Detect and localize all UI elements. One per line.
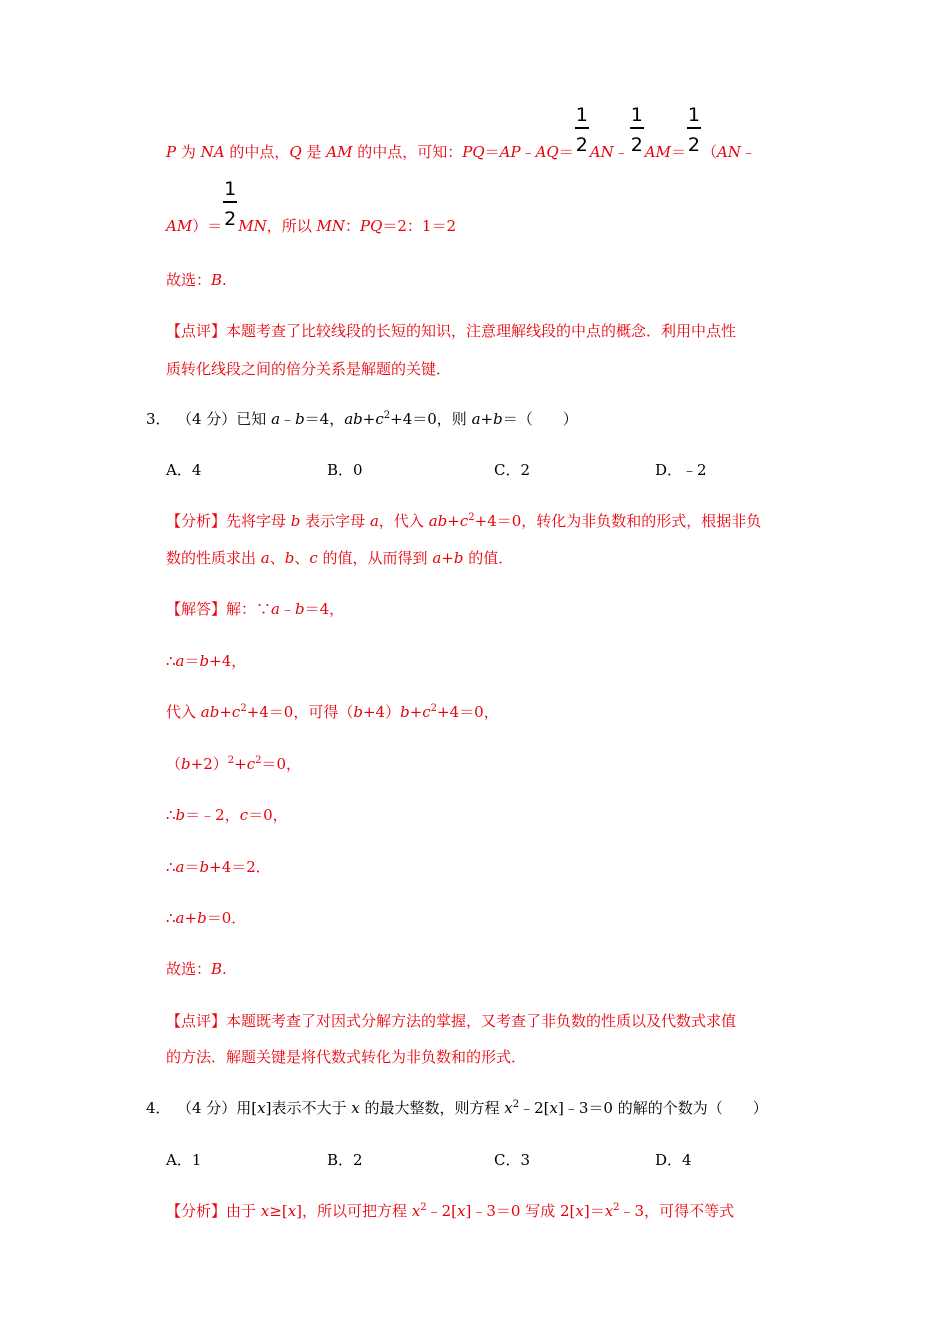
q3-comment-line2: 的方法．解题关键是将代数式转化为非负数和的形式． [166,1048,527,1066]
prev-solution-line2: AM）＝ $\frac{1}{2}$ MN，所以 MN：PQ＝2：1＝2 [166,178,457,235]
q4-option-b[interactable]: B．2 [327,1151,363,1169]
q3-solution-line7: ∴a+b＝0． [166,909,247,927]
fraction-one-half: $\frac{1}{2}$ [687,104,700,156]
fraction-one-half: $\frac{1}{2}$ [224,178,237,230]
q3-solution-line4: $(b+2)^2+c^2=0$， [166,755,302,773]
prev-comment-line1: 【点评】本题考查了比较线段的长短的知识，注意理解线段的中点的概念．利用中点性 [166,322,737,340]
q3-comment-line1: 【点评】本题既考查了对因式分解方法的掌握，又考查了非负数的性质以及代数式求值 [166,1012,737,1030]
q3-solution-line2: ∴a＝b+4， [166,652,247,670]
q3-stem: （4 分）已知 a﹣b＝4，$ab+c^2+4=0$，则 a+b＝（ ） [177,410,578,428]
q4-option-a[interactable]: A．1 [166,1151,202,1169]
q4-analysis-line1: 【分析】由于 x≥[x]，所以可把方程 $x^2﹣2[x]﹣3=0$ 写成 $2[x]=x^2﹣3$，可得不等式 [166,1202,735,1220]
q3-option-b[interactable]: B．0 [327,461,363,479]
q3-analysis-line2: 数的性质求出 a、b、c 的值，从而得到 a+b 的值． [166,549,514,567]
q3-option-d[interactable]: D．﹣2 [655,461,707,479]
comment-label: 【点评】 [166,322,227,340]
q4-stem: （4 分）用[x]表示不大于 x 的最大整数，则方程 $x^2﹣2[x]﹣3=0$ 的解的个数为（ ） [177,1099,768,1117]
q4-option-c[interactable]: C．3 [494,1151,531,1169]
q3-solution-line5: ∴b＝﹣2，c＝0， [166,806,288,824]
fraction-one-half: $\frac{1}{2}$ [630,104,643,156]
prev-comment-line2: 质转化线段之间的倍分关系是解题的关键． [166,360,452,378]
q4-number: 4． [146,1099,171,1117]
q3-option-c[interactable]: C．2 [494,461,531,479]
q3-solution-line1: 【解答】解：∵a﹣b＝4， [166,600,345,618]
fraction-one-half: $\frac{1}{2}$ [575,104,588,156]
q3-analysis-line1: 【分析】先将字母 b 表示字母 a，代入 $ab+c^2+4=0$，转化为非负数和的形式，根据非负 [166,512,762,530]
prev-solution-line1: P 为 NA 的中点，Q 是 AM 的中点，可知：PQ＝AP﹣AQ＝ $\frac{1}{2}$ AN﹣ $\frac{1}{2}$ AM＝ $\frac{1}{2}$ （AN﹣ [166,104,756,161]
prev-answer: 故选：B. [166,271,227,289]
q3-answer: 故选：B. [166,960,227,978]
q3-option-a[interactable]: A．4 [166,461,202,479]
q3-number: 3． [146,410,171,428]
q3-solution-line6: ∴a＝b+4＝2． [166,858,271,876]
q4-option-d[interactable]: D．4 [655,1151,692,1169]
q3-solution-line3: 代入 $ab+c^2+4=0$，可得$(b+4)b+c^2+4=0$， [166,703,499,721]
